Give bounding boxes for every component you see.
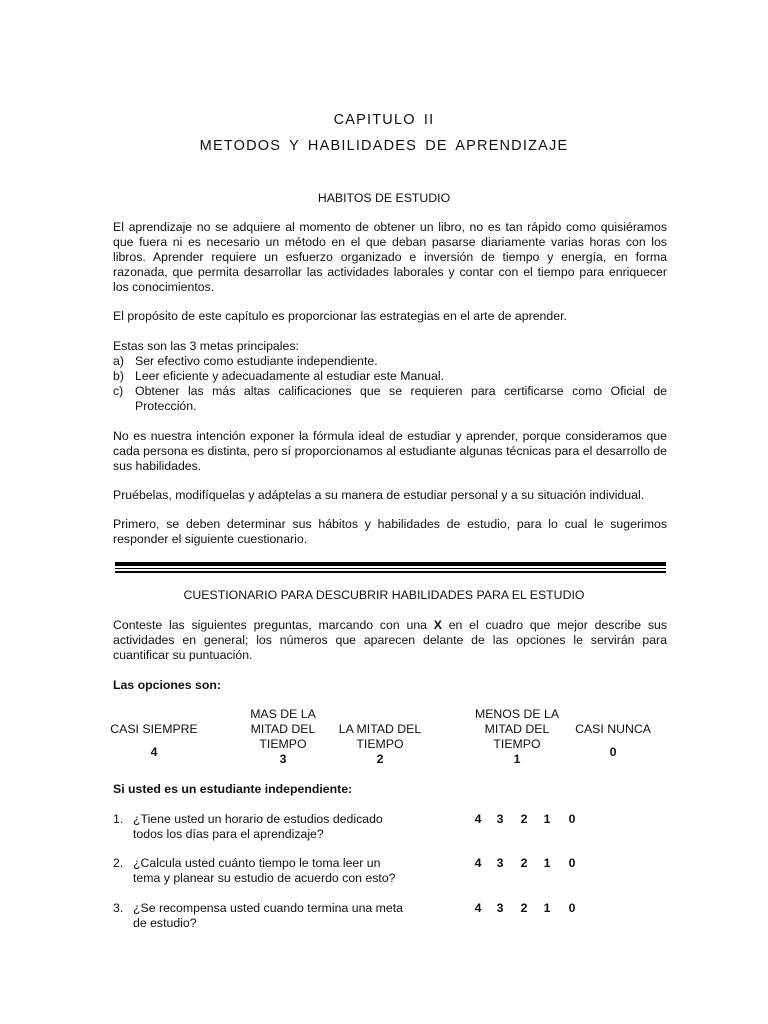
questionnaire-title: CUESTIONARIO PARA DESCUBRIR HABILIDADES PARA EL ESTUDIO <box>183 588 585 602</box>
score-option[interactable]: 1 <box>543 812 551 826</box>
option-value: 0 <box>609 745 617 759</box>
option-mas-de-la-mitad <box>236 707 330 767</box>
score-option[interactable]: 4 <box>474 901 482 915</box>
list-marker: b) <box>113 369 124 383</box>
question-text: todos los días para el aprendizaje? <box>133 827 324 841</box>
list-marker: a) <box>113 354 124 368</box>
paragraph-intro: El aprendizaje no se adquiere al momento de obtener un libro, no es tan rápido como quisiéramos que fuera ni es necesario un método en el que deban pasarse diariamente varias horas con los libros. Aprender requiere un esfuerzo organizado e inversión de tiempo y energía, en forma razonada, que permita desarrollar las actividades laborales y contar con el tiempo para enriquecer los conocimientos. <box>113 220 667 294</box>
score-option[interactable]: 0 <box>568 856 576 870</box>
questionnaire-instructions <box>113 618 667 663</box>
score-option[interactable]: 0 <box>568 812 576 826</box>
list-item <box>113 369 667 384</box>
paragraph-first: Primero, se deben determinar sus hábitos y habilidades de estudio, para lo cual le sugerimos responder el siguiente cuestionario. <box>113 517 667 546</box>
option-value: 3 <box>279 752 287 766</box>
question-text: tema y planear su estudio de acuerdo con esto? <box>133 871 396 885</box>
instructions-text: en el cuadro que mejor describe sus actividades en general; los números que aparecen delante de las opciones le servirán para cuantificar su puntuación. <box>113 618 667 662</box>
paragraph-intention: No es nuestra intención exponer la fórmula ideal de estudiar y aprender, porque consideramos que cada persona es distinta, pero sí proporcionamos al estudiante algunas técnicas para el desarrollo de sus habilidades. <box>113 429 667 473</box>
option-label: TIEMPO <box>356 737 404 751</box>
score-option[interactable]: 1 <box>543 901 551 915</box>
option-label: CASI SIEMPRE <box>110 722 198 736</box>
chapter-title: METODOS Y HABILIDADES DE APRENDIZAJE <box>199 138 569 154</box>
score-option[interactable]: 0 <box>568 901 576 915</box>
score-option[interactable]: 4 <box>474 856 482 870</box>
question-text: de estudio? <box>133 916 197 930</box>
question-number: 2. <box>113 856 124 870</box>
option-label: MITAD DEL <box>484 722 550 736</box>
instructions-text: Conteste las siguientes preguntas, marcando con una <box>113 618 434 632</box>
score-option[interactable]: 3 <box>496 812 504 826</box>
score-option[interactable]: 2 <box>520 856 528 870</box>
options-heading: Las opciones son: <box>113 678 221 692</box>
divider-thin <box>115 568 666 569</box>
list-item <box>113 354 667 369</box>
option-casi-nunca <box>568 722 658 760</box>
question-text: ¿Calcula usted cuánto tiempo le toma leer un <box>133 856 381 870</box>
divider-thick <box>115 562 666 566</box>
list-text: Ser efectivo como estudiante independiente. <box>135 354 378 368</box>
divider-medium <box>115 571 666 573</box>
paragraph-purpose: El propósito de este capítulo es proporcionar las estrategias en el arte de aprender. <box>113 309 567 323</box>
score-option[interactable]: 4 <box>474 812 482 826</box>
score-option[interactable]: 3 <box>496 901 504 915</box>
section-title: HABITOS DE ESTUDIO <box>317 191 451 205</box>
option-label: LA MITAD DEL <box>338 722 422 736</box>
option-la-mitad <box>330 722 430 767</box>
score-option[interactable]: 3 <box>496 856 504 870</box>
list-marker: c) <box>113 384 124 398</box>
option-menos-de-la-mitad <box>468 707 566 767</box>
score-option[interactable]: 2 <box>520 812 528 826</box>
question-number: 3. <box>113 901 124 915</box>
option-value: 1 <box>513 752 521 766</box>
paragraph-try: Pruébelas, modifíquelas y adáptelas a su manera de estudiar personal y a su situación individual. <box>113 488 645 502</box>
list-text: Leer eficiente y adecuadamente al estudiar este Manual. <box>135 369 444 383</box>
list-text: Obtener las más altas calificaciones que se requieren para certificarse como Oficial de Protección. <box>135 384 667 413</box>
option-label: MAS DE LA <box>250 707 316 721</box>
goals-intro: Estas son las 3 metas principales: <box>113 339 299 353</box>
score-option[interactable]: 1 <box>543 856 551 870</box>
score-option[interactable]: 2 <box>520 901 528 915</box>
list-item <box>113 384 667 414</box>
option-label: MITAD DEL <box>250 722 316 736</box>
chapter-number: CAPITULO II <box>333 112 435 128</box>
question-text: ¿Se recompensa usted cuando termina una meta <box>133 901 404 915</box>
option-label: TIEMPO <box>493 737 541 751</box>
question-number: 1. <box>113 812 124 826</box>
goals-list <box>113 339 667 414</box>
option-value: 4 <box>150 745 158 759</box>
option-casi-siempre <box>106 722 202 760</box>
option-label: MENOS DE LA <box>474 707 560 721</box>
subsection-title: Si usted es un estudiante independiente: <box>113 782 353 796</box>
option-value: 2 <box>376 752 384 766</box>
option-label: CASI NUNCA <box>575 722 651 736</box>
option-label: TIEMPO <box>259 737 307 751</box>
question-text: ¿Tiene usted un horario de estudios dedicado <box>133 812 383 826</box>
instructions-mark: X <box>433 618 442 632</box>
